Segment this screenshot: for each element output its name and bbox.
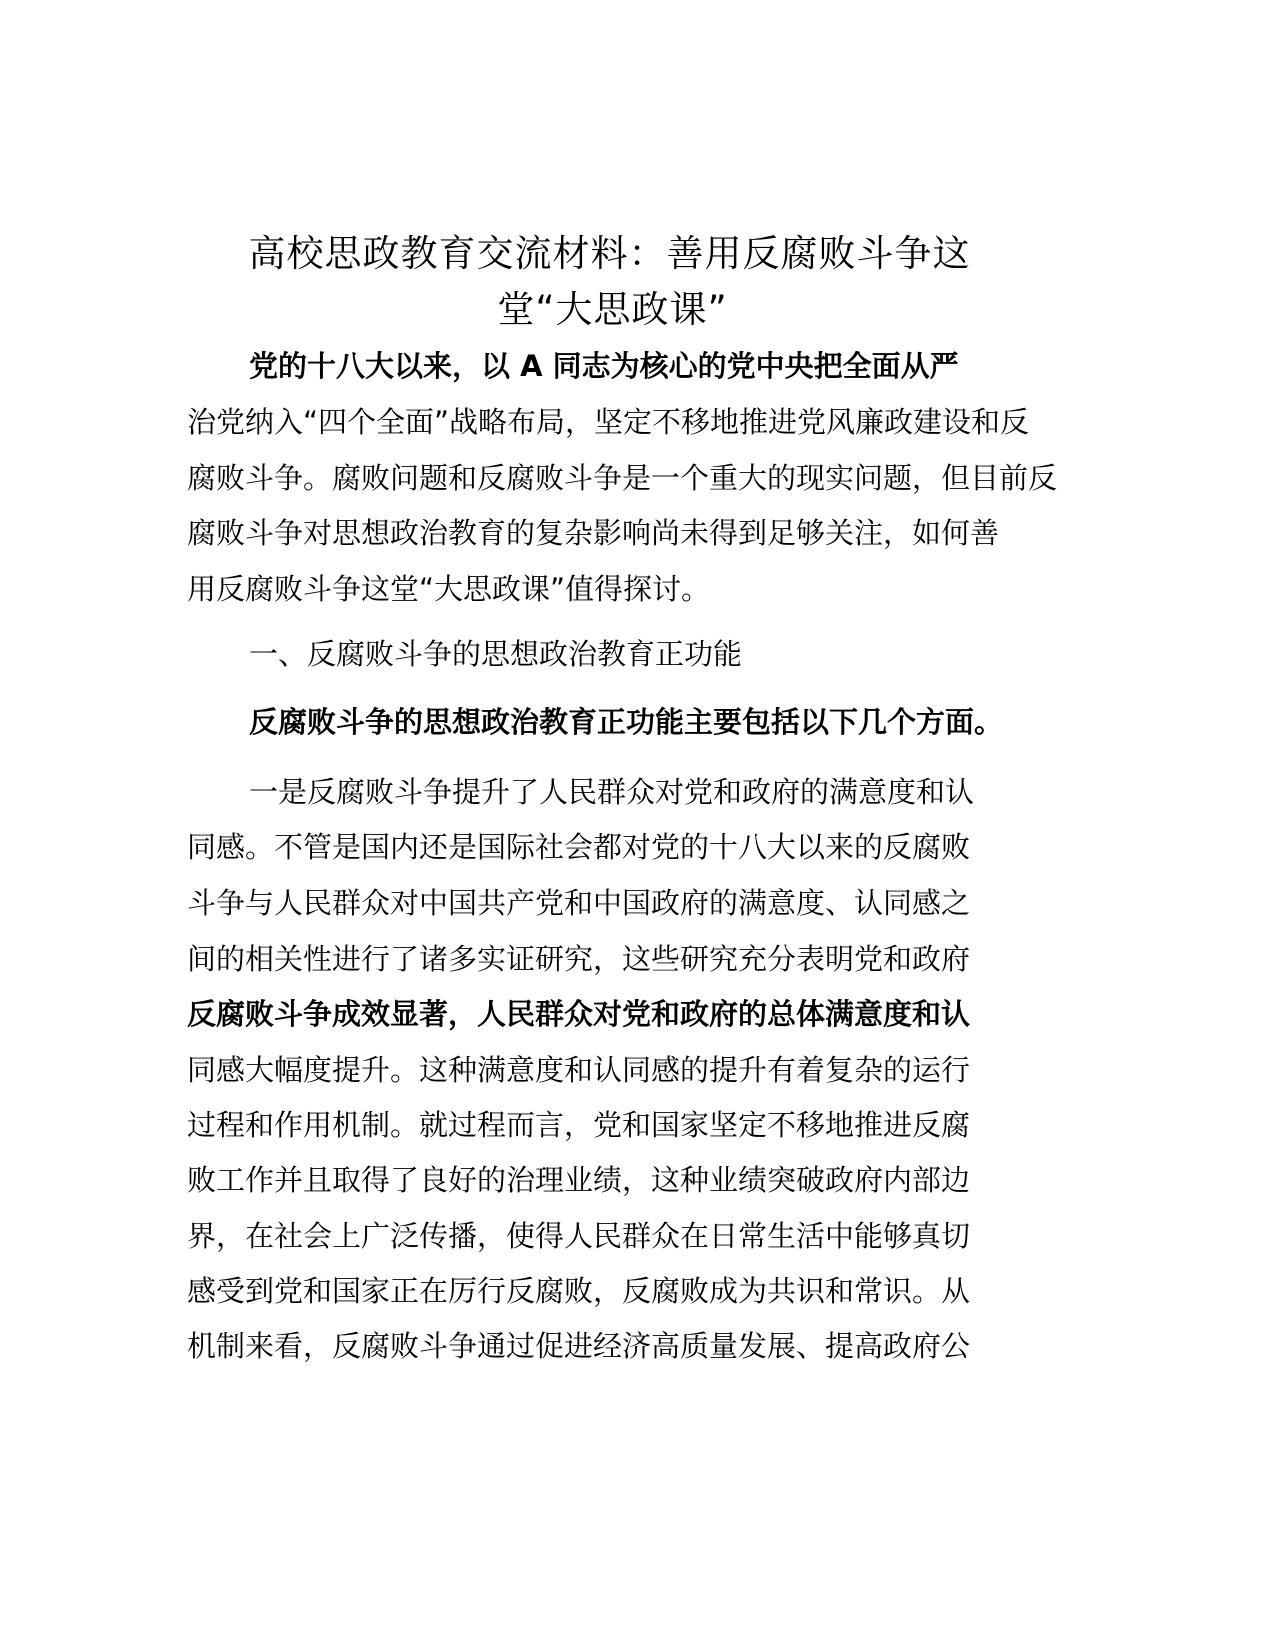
paragraph-line-8: 一是反腐败斗争提升了人民群众对党和政府的满意度和认 — [249, 775, 975, 809]
paragraph-line-18: 机制来看，反腐败斗争通过促进经济高质量发展、提高政府公 — [187, 1329, 971, 1363]
paragraph-line-12: 反腐败斗争成效显著，人民群众对党和政府的总体满意度和认 — [187, 997, 971, 1031]
paragraph-line-2: 治党纳入“四个全面”战略布局，坚定不移地推进党风廉政建设和反 — [187, 405, 1030, 439]
paragraph-line-17: 感受到党和国家正在厉行反腐败，反腐败成为共识和常识。从 — [187, 1274, 971, 1308]
paragraph-line-5: 用反腐败斗争这堂“大思政课”值得探讨。 — [187, 572, 711, 606]
paragraph-line-16: 界，在社会上广泛传播，使得人民群众在日常生活中能够真切 — [187, 1219, 971, 1253]
paragraph-line-3: 腐败斗争。腐败问题和反腐败斗争是一个重大的现实问题，但目前反 — [187, 461, 1058, 495]
paragraph-line-14: 过程和作用机制。就过程而言，党和国家坚定不移地推进反腐 — [187, 1108, 971, 1142]
paragraph-line-10: 斗争与人民群众对中国共产党和中国政府的满意度、认同感之 — [187, 886, 971, 920]
paragraph-line-7: 反腐败斗争的思想政治教育正功能主要包括以下几个方面。 — [249, 705, 1004, 739]
paragraph-line-11: 间的相关性进行了诸多实证研究，这些研究充分表明党和政府 — [187, 942, 971, 976]
paragraph-line-9: 同感。不管是国内还是国际社会都对党的十八大以来的反腐败 — [187, 830, 971, 864]
section-heading: 一、反腐败斗争的思想政治教育正功能 — [249, 637, 743, 671]
paragraph-line-15: 败工作并且取得了良好的治理业绩，这种业绩突破政府内部边 — [187, 1163, 971, 1197]
paragraph-line-13: 同感大幅度提升。这种满意度和认同感的提升有着复杂的运行 — [187, 1053, 971, 1087]
paragraph-line-1: 党的十八大以来，以 A 同志为核心的党中央把全面从严 — [249, 349, 959, 383]
document-title-line-1: 高校思政教育交流材料：善用反腐败斗争这 — [248, 232, 971, 275]
document-title-line-2: 堂“大思政课” — [497, 288, 728, 331]
paragraph-line-4: 腐败斗争对思想政治教育的复杂影响尚未得到足够关注，如何善 — [187, 516, 1000, 550]
